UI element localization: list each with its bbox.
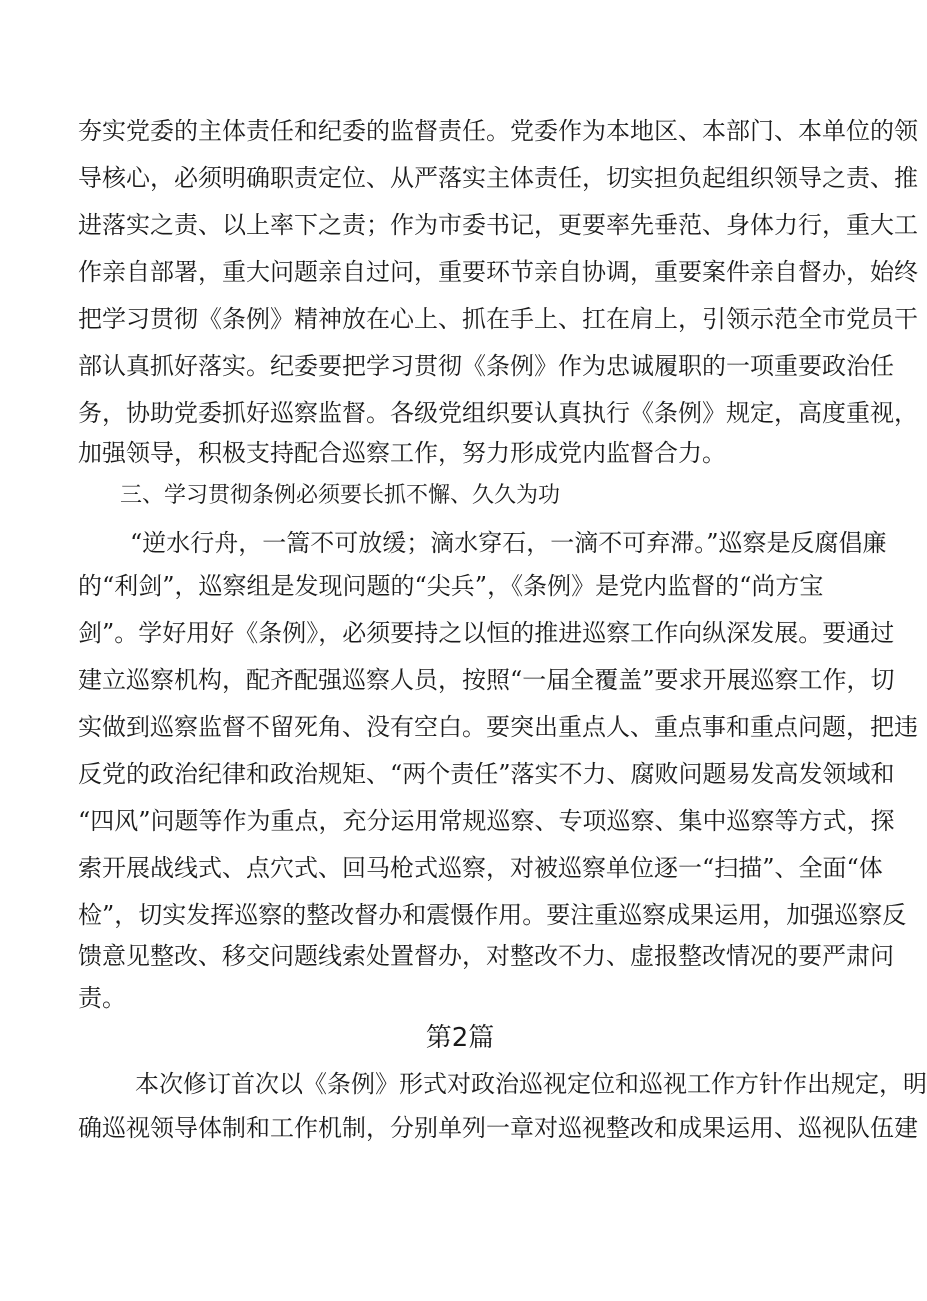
- paragraph-line: 把学习贯彻《条例》精神放在心上、抓在手上、扛在肩上，引领示范全市党员干: [78, 305, 918, 333]
- paragraph-line: 作亲自部署，重大问题亲自过问，重要环节亲自协调，重要案件亲自督办，始终: [78, 258, 918, 286]
- paragraph-line: 本次修订首次以《条例》形式对政治巡视定位和巡视工作方针作出规定，明: [135, 1070, 927, 1098]
- paragraph-line: “逆水行舟，一篙不可放缓；滴水穿石，一滴不可弃滞。”巡察是反腐倡廉: [130, 529, 887, 557]
- paragraph-line: “四风”问题等作为重点，充分运用常规巡察、专项巡察、集中巡察等方式，探: [78, 807, 895, 835]
- chapter-title: 第2篇: [425, 1023, 495, 1053]
- section-heading: 三、学习贯彻条例必须要长抓不懈、久久为功: [120, 483, 561, 508]
- paragraph-line: 导核心，必须明确职责定位、从严落实主体责任，切实担负起组织领导之责、推: [78, 164, 918, 192]
- paragraph-line: 部认真抓好落实。纪委要把学习贯彻《条例》作为忠诚履职的一项重要政治任: [78, 352, 894, 380]
- paragraph-line: 进落实之责、以上率下之责；作为市委书记，更要率先垂范、身体力行，重大工: [78, 211, 918, 239]
- paragraph-line: 夯实党委的主体责任和纪委的监督责任。党委作为本地区、本部门、本单位的领: [78, 117, 918, 145]
- paragraph-line: 务，协助党委抓好巡察监督。各级党组织要认真执行《条例》规定，高度重视，: [78, 399, 918, 427]
- paragraph-line: 馈意见整改、移交问题线索处置督办，对整改不力、虚报整改情况的要严肃问: [78, 942, 894, 970]
- paragraph-line: 确巡视领导体制和工作机制，分别单列一章对巡视整改和成果运用、巡视队伍建: [78, 1114, 918, 1142]
- paragraph-line: 的“利剑”，巡察组是发现问题的“尖兵”，《条例》是党内监督的“尚方宝: [78, 572, 824, 600]
- paragraph-line: 实做到巡察监督不留死角、没有空白。要突出重点人、重点事和重点问题，把违: [78, 713, 918, 741]
- paragraph-line: 责。: [78, 984, 126, 1012]
- paragraph-line: 建立巡察机构，配齐配强巡察人员，按照“一届全覆盖”要求开展巡察工作，切: [78, 666, 895, 694]
- paragraph-line: 反党的政治纪律和政治规矩、“两个责任”落实不力、腐败问题易发高发领域和: [78, 760, 895, 788]
- paragraph-line: 剑”。学好用好《条例》，必须要持之以恒的推进巡察工作向纵深发展。要通过: [78, 619, 895, 647]
- paragraph-line: 检”，切实发挥巡察的整改督办和震慑作用。要注重巡察成果运用，加强巡察反: [78, 901, 907, 929]
- paragraph-line: 加强领导，积极支持配合巡察工作，努力形成党内监督合力。: [78, 439, 726, 467]
- paragraph-line: 索开展战线式、点穴式、回马枪式巡察，对被巡察单位逐一“扫描”、全面“体: [78, 854, 883, 882]
